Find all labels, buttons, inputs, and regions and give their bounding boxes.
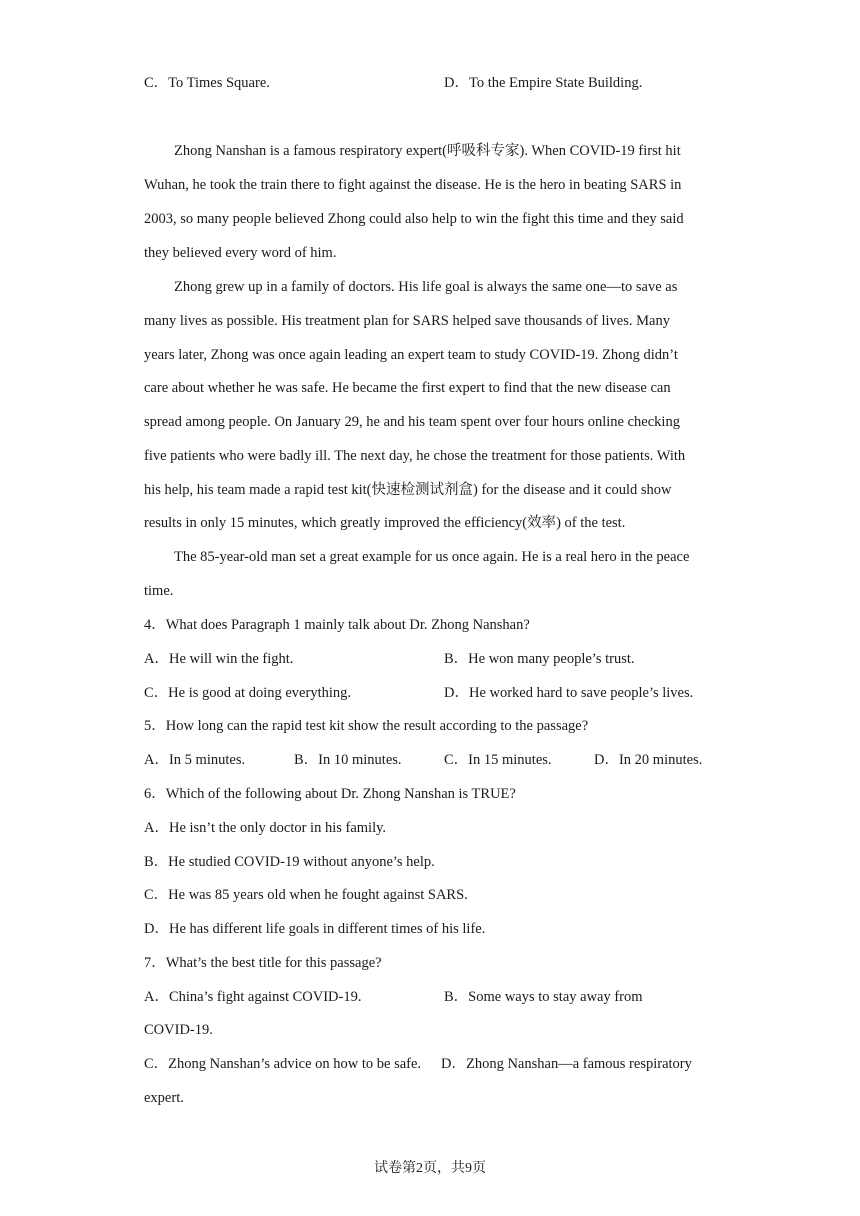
passage-p1-line: 2003, so many people believed Zhong could also help to win the fight this time and they said (144, 211, 684, 227)
question-5-stem: 5．How long can the rapid test kit show the result according to the passage? (144, 718, 589, 734)
q7-option-b-continued[interactable]: COVID-19. (144, 1022, 213, 1038)
q4-option-c[interactable]: C．He is good at doing everything. (144, 685, 352, 701)
passage-p2-line: his help, his team made a rapid test kit(快速检测试剂盒) for the disease and it could show (144, 482, 672, 498)
passage-p2-line: care about whether he was safe. He became the first expert to find that the new disease can (144, 380, 671, 396)
q5-option-d[interactable]: D．In 20 minutes. (594, 752, 703, 768)
q5-option-c[interactable]: C．In 15 minutes. (444, 752, 552, 768)
passage-p2-line: many lives as possible. His treatment plan for SARS helped save thousands of lives. Many (144, 313, 670, 329)
passage-p1-line: they believed every word of him. (144, 245, 337, 261)
passage-p2-line: results in only 15 minutes, which greatly improved the efficiency(效率) of the test. (144, 515, 626, 531)
q7-option-d[interactable]: D．Zhong Nanshan—a famous respiratory (441, 1056, 692, 1072)
q5-option-b[interactable]: B．In 10 minutes. (294, 752, 402, 768)
question-6-stem: 6．Which of the following about Dr. Zhong Nanshan is TRUE? (144, 786, 516, 802)
question-4-stem: 4．What does Paragraph 1 mainly talk about Dr. Zhong Nanshan? (144, 617, 530, 633)
passage-p2-line: spread among people. On January 29, he and his team spent over four hours online checking (144, 414, 680, 430)
q6-option-d[interactable]: D．He has different life goals in different times of his life. (144, 921, 486, 937)
q7-option-c[interactable]: C．Zhong Nanshan’s advice on how to be safe. (144, 1056, 422, 1072)
passage-p3-line: time. (144, 583, 174, 599)
q6-option-b[interactable]: B．He studied COVID-19 without anyone’s help. (144, 854, 435, 870)
page-footer: 试卷第2页，共9页 (374, 1161, 486, 1176)
q7-option-a[interactable]: A．China’s fight against COVID-19. (144, 989, 362, 1005)
passage-p1-line: Wuhan, he took the train there to fight against the disease. He is the hero in beating SARS in (144, 177, 682, 193)
q6-option-c[interactable]: C．He was 85 years old when he fought against SARS. (144, 887, 468, 903)
q4-option-b[interactable]: B．He won many people’s trust. (444, 651, 635, 667)
q7-option-d-continued[interactable]: expert. (144, 1090, 184, 1106)
q7-option-b[interactable]: B．Some ways to stay away from (444, 989, 643, 1005)
q3-option-d: D．To the Empire State Building. (444, 75, 643, 91)
question-7-stem: 7．What’s the best title for this passage? (144, 955, 382, 971)
passage-p3-line: The 85-year-old man set a great example for us once again. He is a real hero in the peace (174, 549, 690, 565)
q4-option-d[interactable]: D．He worked hard to save people’s lives. (444, 685, 694, 701)
passage-p2-line: years later, Zhong was once again leading an expert team to study COVID-19. Zhong didn’t (144, 347, 678, 363)
q5-option-a[interactable]: A．In 5 minutes. (144, 752, 246, 768)
q6-option-a[interactable]: A．He isn’t the only doctor in his family. (144, 820, 387, 836)
passage-p2-line: five patients who were badly ill. The next day, he chose the treatment for those patients. With (144, 448, 686, 464)
passage-p1-line: Zhong Nanshan is a famous respiratory expert(呼吸科专家). When COVID-19 first hit (174, 143, 681, 159)
q4-option-a[interactable]: A．He will win the fight. (144, 651, 294, 667)
passage-p2-line: Zhong grew up in a family of doctors. His life goal is always the same one—to save as (174, 279, 678, 295)
q3-option-c: C．To Times Square. (144, 75, 270, 91)
